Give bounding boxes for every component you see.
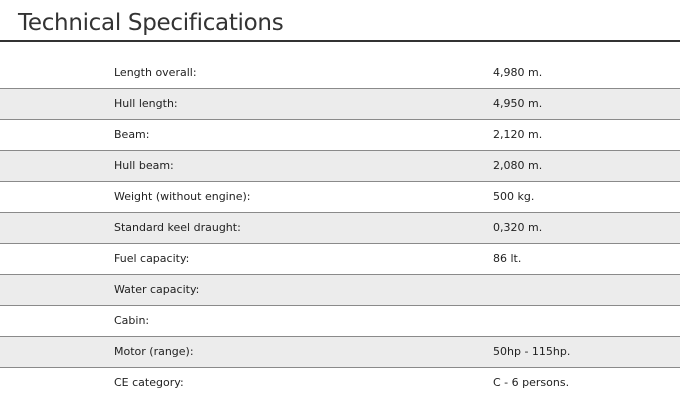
spec-row [0, 368, 680, 399]
spec-label: Standard keel draught: [114, 221, 241, 234]
spec-label: Beam: [114, 128, 150, 141]
spec-label: Fuel capacity: [114, 252, 190, 265]
page-header [0, 0, 680, 42]
spec-value: 2,080 m. [493, 159, 543, 172]
page-title: Technical Specifications [18, 10, 284, 36]
spec-row [0, 89, 680, 120]
spec-value: 500 kg. [493, 190, 535, 203]
spec-row [0, 275, 680, 306]
spec-row [0, 244, 680, 275]
spec-value: C - 6 persons. [493, 376, 570, 389]
spec-label: Hull beam: [114, 159, 174, 172]
spec-value: 50hp - 115hp. [493, 345, 571, 358]
spec-label: Cabin: [114, 314, 150, 327]
spec-value: 0,320 m. [493, 221, 543, 234]
spec-row [0, 58, 680, 89]
spec-row [0, 120, 680, 151]
spec-label: Motor (range): [114, 345, 194, 358]
spec-value: 2,120 m. [493, 128, 543, 141]
spec-table [0, 58, 680, 399]
spec-row [0, 151, 680, 182]
spec-row [0, 306, 680, 337]
spec-value: 4,950 m. [493, 97, 543, 110]
spec-value: 86 lt. [493, 252, 522, 265]
spec-label: CE category: [114, 376, 184, 389]
spec-row [0, 213, 680, 244]
spec-row [0, 182, 680, 213]
spec-label: Weight (without engine): [114, 190, 251, 203]
spec-label: Length overall: [114, 66, 197, 79]
spec-row [0, 337, 680, 368]
spec-label: Hull length: [114, 97, 178, 110]
spec-value: 4,980 m. [493, 66, 543, 79]
spec-label: Water capacity: [114, 283, 200, 296]
